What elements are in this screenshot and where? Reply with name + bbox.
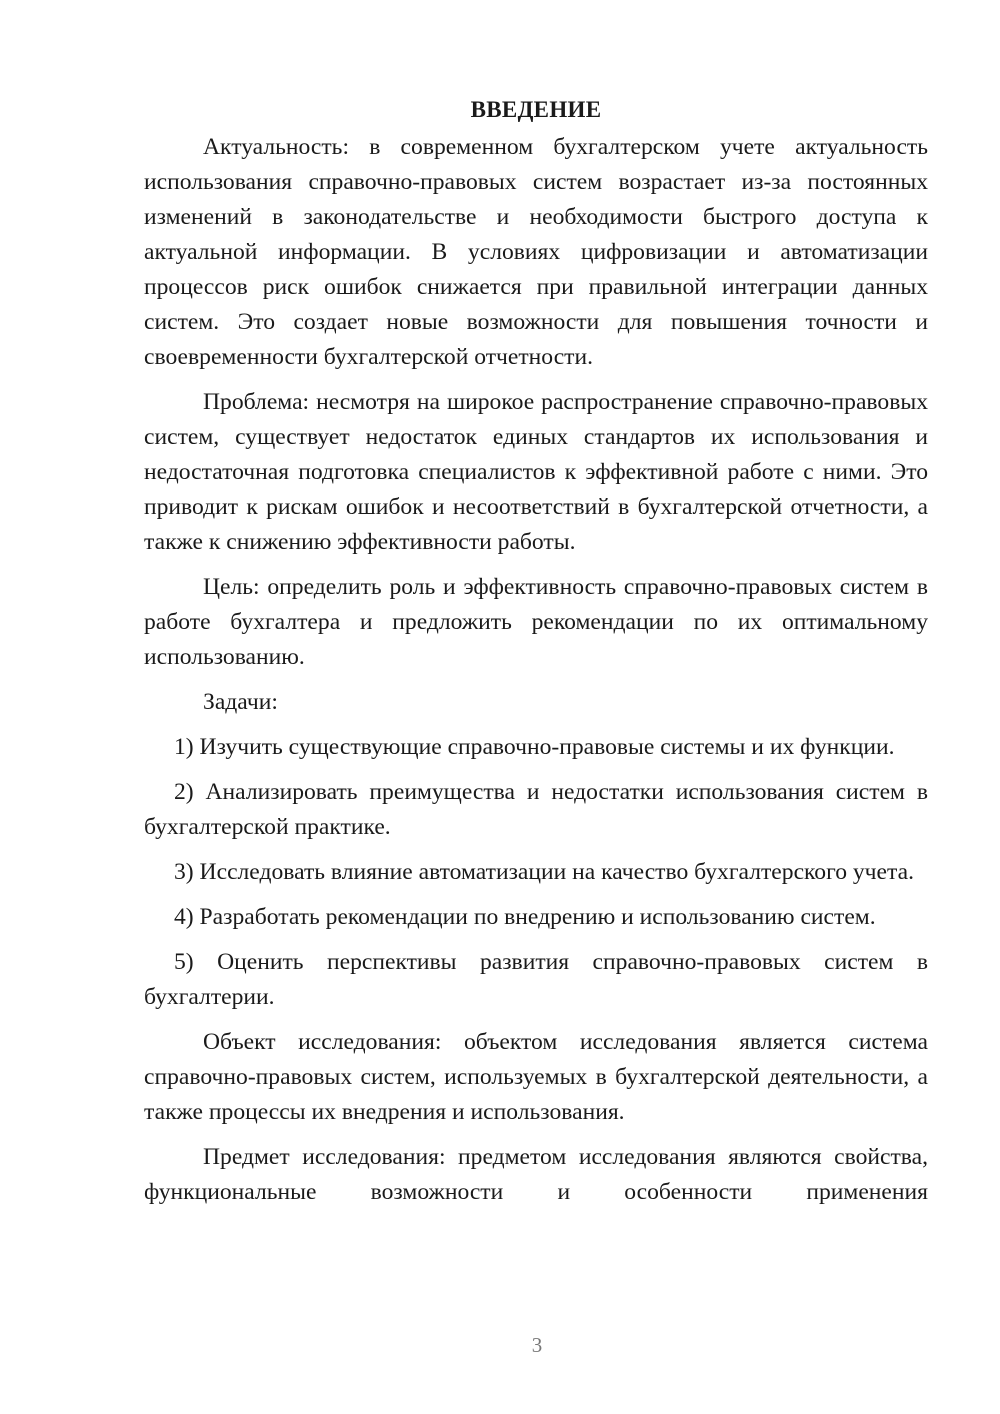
subject-paragraph: Предмет исследования: предметом исследования являются свойства, функциональные возможности и особенности применения: [144, 1144, 928, 1205]
page-number: 3: [531, 1333, 543, 1357]
task-item-3: 3) Исследовать влияние автоматизации на качество бухгалтерского учета.: [174, 859, 914, 885]
task-item-1: 1) Изучить существующие справочно-правовые системы и их функции.: [174, 734, 895, 760]
task-item-4: 4) Разработать рекомендации по внедрению и использованию систем.: [174, 904, 876, 930]
relevance-paragraph: Актуальность: в современном бухгалтерском учете актуальность использования справочно-правовых систем возрастает из-за постоянных изменений в законодательстве и необходимости быстрого доступа к актуальной информации. В условиях цифровизации и автоматизации процессов риск ошибок снижается при правильной интеграции данных систем. Это создает новые возможности для повышения точности и своевременности бухгалтерской отчетности.: [144, 134, 928, 370]
tasks-heading: Задачи:: [203, 689, 278, 715]
document-page: [144, 92, 928, 1220]
section-title: ВВЕДЕНИЕ: [470, 97, 602, 122]
problem-paragraph: Проблема: несмотря на широкое распространение справочно-правовых систем, существует недостаток единых стандартов их использования и недостаточная подготовка специалистов к эффективной работе с ними. Это приводит к рискам ошибок и несоответствий в бухгалтерской отчетности, а также к снижению эффективности работы.: [144, 389, 928, 555]
task-item-2: 2) Анализировать преимущества и недостатки использования систем в бухгалтерской практике.: [144, 779, 928, 840]
goal-paragraph: Цель: определить роль и эффективность справочно-правовых систем в работе бухгалтера и предложить рекомендации по их оптимальному использованию.: [144, 574, 928, 670]
task-item-5: 5) Оценить перспективы развития справочно-правовых систем в бухгалтерии.: [144, 949, 928, 1010]
object-paragraph: Объект исследования: объектом исследования является система справочно-правовых систем, используемых в бухгалтерской деятельности, а также процессы их внедрения и использования.: [144, 1029, 928, 1125]
